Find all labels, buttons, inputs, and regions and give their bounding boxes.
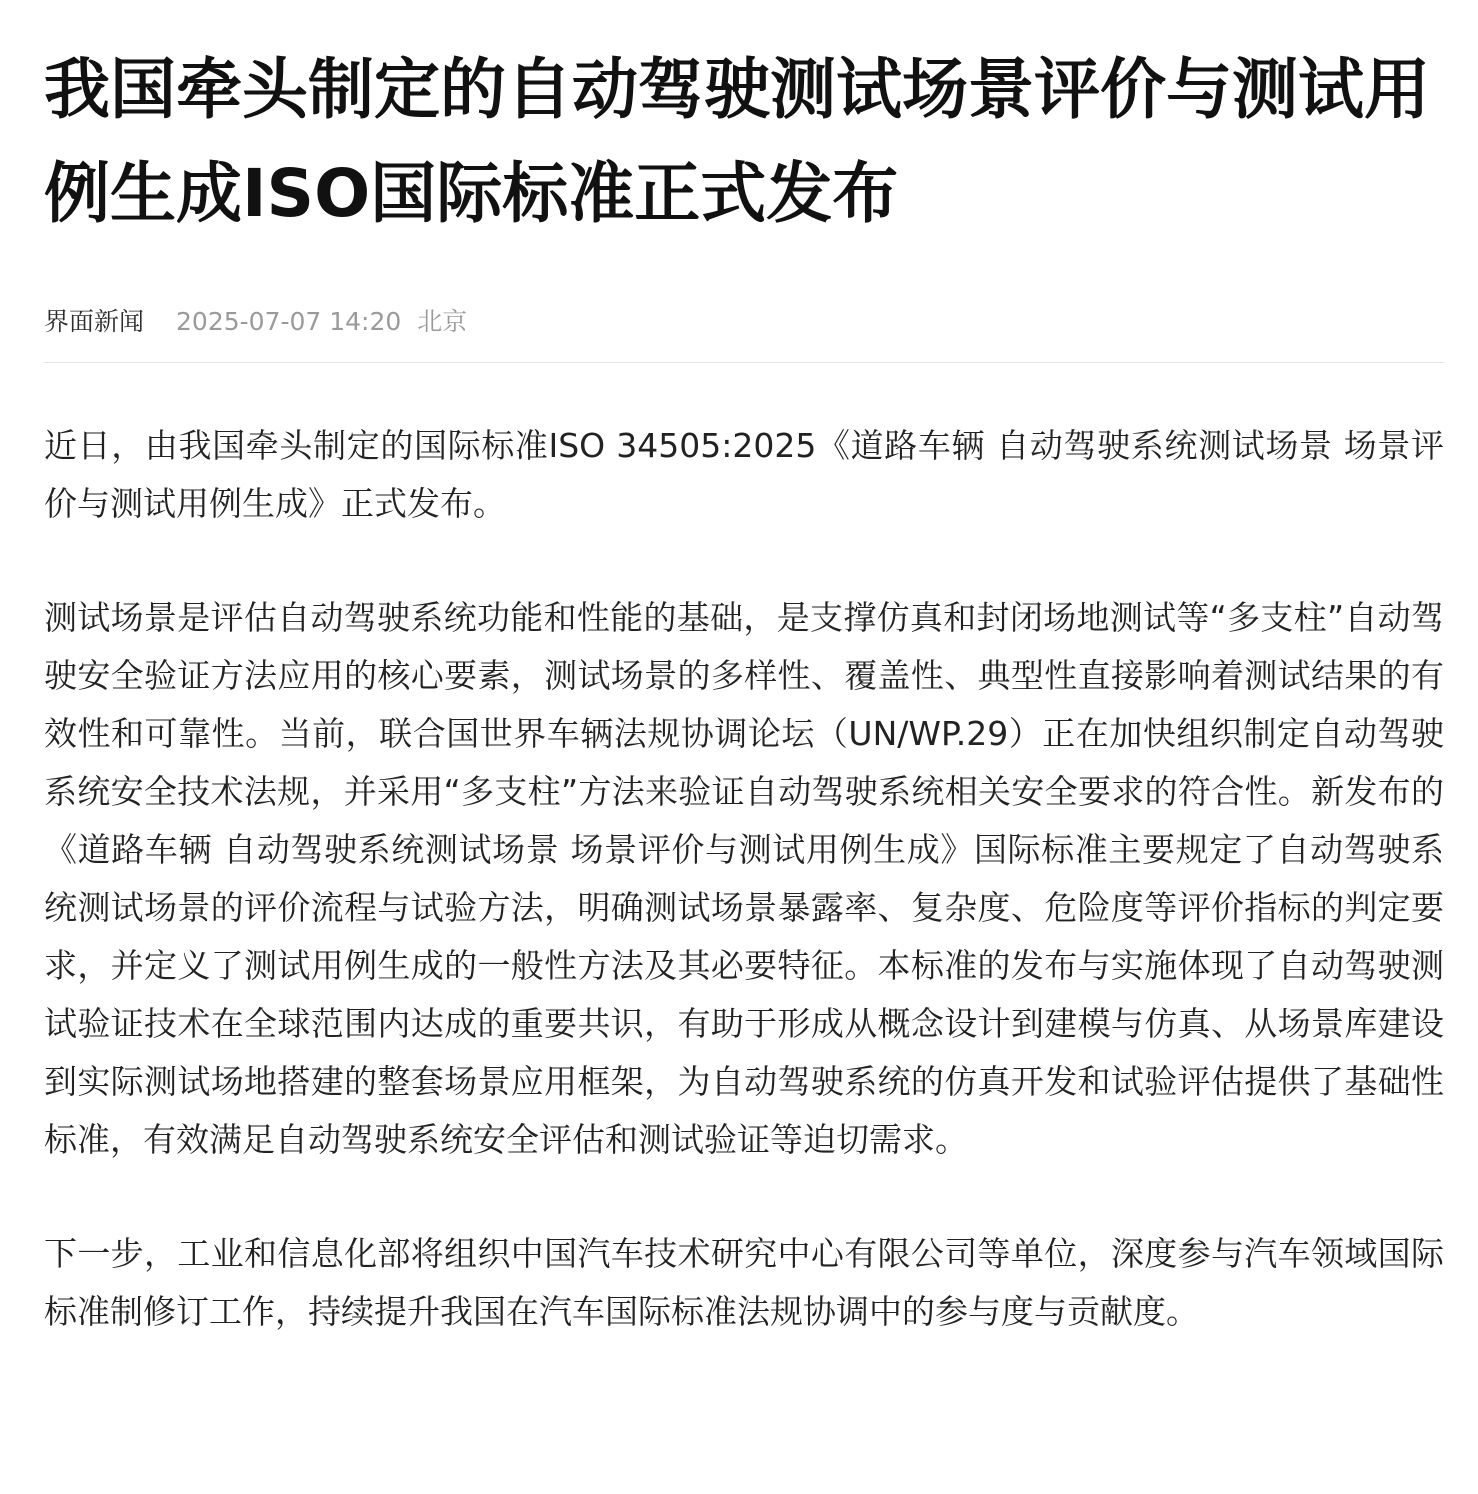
paragraph: 近日，由我国牵头制定的国际标准ISO 34505:2025《道路车辆 自动驾驶系统测试场景 场景评价与测试用例生成》正式发布。	[44, 426, 1444, 523]
article	[44, 38, 1444, 1397]
source-name[interactable]: 界面新闻	[44, 307, 145, 336]
article-meta	[44, 304, 1444, 340]
meta-divider	[44, 362, 1444, 363]
paragraph: 下一步，工业和信息化部将组织中国汽车技术研究中心有限公司等单位，深度参与汽车领域国际标准制修订工作，持续提升我国在汽车国际标准法规协调中的参与度与贡献度。	[44, 1234, 1444, 1331]
publish-location: 北京	[417, 307, 468, 336]
paragraph: 测试场景是评估自动驾驶系统功能和性能的基础，是支撑仿真和封闭场地测试等“多支柱”自动驾驶安全验证方法应用的核心要素，测试场景的多样性、覆盖性、典型性直接影响着测试结果的有效性和可靠性。当前，联合国世界车辆法规协调论坛（UN/WP.29）正在加快组织制定自动驾驶系统安全技术法规，并采用“多支柱”方法来验证自动驾驶系统相关安全要求的符合性。新发布的《道路车辆 自动驾驶系统测试场景 场景评价与测试用例生成》国际标准主要规定了自动驾驶系统测试场景的评价流程与试验方法，明确测试场景暴露率、复杂度、危险度等评价指标的判定要求，并定义了测试用例生成的一般性方法及其必要特征。本标准的发布与实施体现了自动驾驶测试验证技术在全球范围内达成的重要共识，有助于形成从概念设计到建模与仿真、从场景库建设到实际测试场地搭建的整套场景应用框架，为自动驾驶系统的仿真开发和试验评估提供了基础性标准，有效满足自动驾驶系统安全评估和测试验证等迫切需求。	[44, 598, 1444, 1159]
article-body	[44, 417, 1444, 1341]
article-title: 我国牵头制定的自动驾驶测试场景评价与测试用例生成ISO国际标准正式发布	[44, 51, 1430, 232]
publish-datetime: 2025-07-07 14:20	[176, 307, 402, 336]
